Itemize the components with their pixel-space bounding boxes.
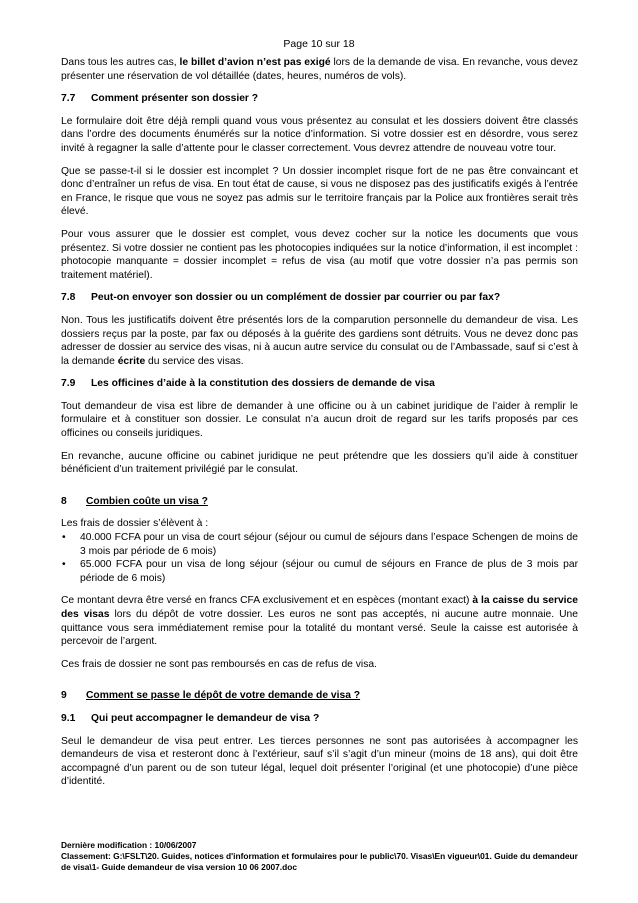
- text-run: du service des visas.: [145, 355, 244, 367]
- page-number: Page 10 sur 18: [283, 38, 355, 50]
- heading-7-9: [61, 377, 578, 391]
- section-number: 7.8: [61, 292, 76, 304]
- section-number: 9: [61, 690, 67, 702]
- paragraph-officines: Tout demandeur de visa est libre de demander à une officine ou à un cabinet juridique de l’aider à remplir le formulaire et à constituer son dossier. Le consulat n’a aucun droit de regard sur les tarifs proposés par ces officines ou conseils juridiques.: [61, 400, 578, 440]
- section-title: Comment présenter son dossier ?: [91, 93, 259, 105]
- heading-9: [61, 689, 578, 703]
- page-content: [61, 56, 578, 798]
- last-modified: Dernière modification : 10/06/2007: [61, 840, 197, 850]
- paragraph-frais: Les frais de dossier s’élèvent à :: [61, 518, 209, 530]
- document-footer: [61, 840, 578, 873]
- text-run: lors de la demande de visa. En revanche, vous devez présenter une réservation de vol détaillée (dates, heures, numéros de vols).: [61, 57, 578, 82]
- paragraph-dossier-incomplet: Que se passe-t-il si le dossier est incomplet ? Un dossier incomplet risque fort de ne pas être convaincant et donc d’entraîner un refus de visa. En tout état de cause, si vous ne disposez pas des justificatifs exigés à l’entrée en France, le risque que vous ne soyez pas admis sur le territoire français par la Police aux frontières serait très élevé.: [61, 165, 578, 218]
- paragraph-officines-traitement: En revanche, aucune officine ou cabinet juridique ne peut prétendre que les dossiers qu’il aide à constituer bénéficient d’un traitement privilégié par le consulat.: [61, 450, 578, 476]
- paragraph-billet-avion: [61, 56, 578, 83]
- section-number: 7.7: [61, 93, 76, 105]
- text-run: Non. Tous les justificatifs doivent être présentés lors de la comparution personnelle du demandeur de visa. Les dossiers reçus par la poste, par fax ou déposés à la guérite des gardiens sont détruits. Vous ne devez donc pas adresser de dossier au service des visas, ni à aucun autre service du consulat ou de l’Ambassade, sauf si c’est à la demande: [61, 314, 578, 367]
- section-number: 9.1: [61, 712, 76, 724]
- spacer: [61, 680, 578, 689]
- paragraph-dossier-complet: Pour vous assurer que le dossier est complet, vous devez cocher sur la notice les documents que vous présentez. Si votre dossier ne contient pas les photocopies indiquées sur la notice d’information, il est incomplet : photocopie manquante = dossier incomplet = refus de visa (au motif que votre dossier n’a pas permis son traitement matériel).: [61, 228, 578, 281]
- fees-list: [61, 531, 578, 585]
- list-item: [61, 558, 578, 585]
- paragraph-remboursement: Ces frais de dossier ne sont pas remboursés en cas de refus de visa.: [61, 658, 377, 670]
- bold-text: le billet d’avion n’est pas exigé: [179, 57, 331, 68]
- section-number: 8: [61, 495, 67, 507]
- paragraph-formulaire: Le formulaire doit être déjà rempli quand vous vous présentez au consulat et les dossiers doivent être classés dans l’ordre des documents énumérés sur la notice d’information. Si votre dossier est en désordre, vous serez invité à regagner la salle d’attente pour le classer correctement. Vous devrez attendre de nouveau votre tour.: [61, 115, 578, 154]
- section-title: Peut-on envoyer son dossier ou un complément de dossier par courrier ou par fax?: [91, 292, 501, 304]
- section-title: Combien coûte un visa ?: [86, 495, 208, 507]
- heading-7-7: [61, 92, 578, 106]
- section-number: 7.9: [61, 378, 76, 390]
- bold-text: à la caisse du service des visas: [61, 595, 578, 620]
- section-title: Comment se passe le dépôt de votre demande de visa ?: [86, 690, 361, 702]
- text-run: Dans tous les autres cas,: [61, 57, 180, 68]
- heading-8: [61, 495, 578, 509]
- bold-text: écrite: [117, 355, 146, 367]
- section-title: Qui peut accompagner le demandeur de visa ?: [91, 712, 320, 724]
- spacer: [61, 486, 578, 495]
- file-classification: Classement: G:\FSLT\20. Guides, notices d'information et formulaires pour le public\70. Visas\En vigueur\01. Guide du demandeur de visa\1- Guide demandeur de visa version 10 06 2007.doc: [61, 851, 578, 872]
- paragraph-paiement: [61, 594, 578, 648]
- list-item: [61, 531, 578, 558]
- paragraph-courrier-fax: [61, 314, 578, 368]
- bullet-icon: •: [62, 532, 66, 544]
- list-item-text: 40.000 FCFA pour un visa de court séjour (séjour ou cumul de séjours dans l’espace Schengen de moins de 3 mois par période de 6 mois): [80, 532, 578, 557]
- text-run: lors du dépôt de votre dossier. Les euros ne sont pas acceptés, ni aucune autre monnaie. Une quittance vous sera immédiatement remise pour la totalité du montant versé. Seule la caisse est autorisée à percevoir de l’argent.: [61, 609, 578, 648]
- heading-7-8: [61, 291, 578, 305]
- paragraph-accompagnement: Seul le demandeur de visa peut entrer. Les tierces personnes ne sont pas autorisées à accompagner les demandeurs de visa et resteront donc à l’extérieur, sauf s’il s’agit d’un mineur (moins de 18 ans), qui doit être accompagné d’un parent ou de son tuteur légal, lequel doit présenter l’original (et une photocopie) d’une pièce d’identité.: [61, 735, 578, 788]
- text-run: Ce montant devra être versé en francs CFA exclusivement et en espèces (montant exact): [61, 595, 473, 607]
- bullet-icon: •: [62, 559, 66, 571]
- list-item-text: 65.000 FCFA pour un visa de long séjour (séjour ou cumul de séjours en France de plus de 3 mois par période de 6 mois): [80, 559, 578, 584]
- heading-9-1: [61, 712, 578, 726]
- section-title: Les officines d’aide à la constitution des dossiers de demande de visa: [91, 378, 435, 390]
